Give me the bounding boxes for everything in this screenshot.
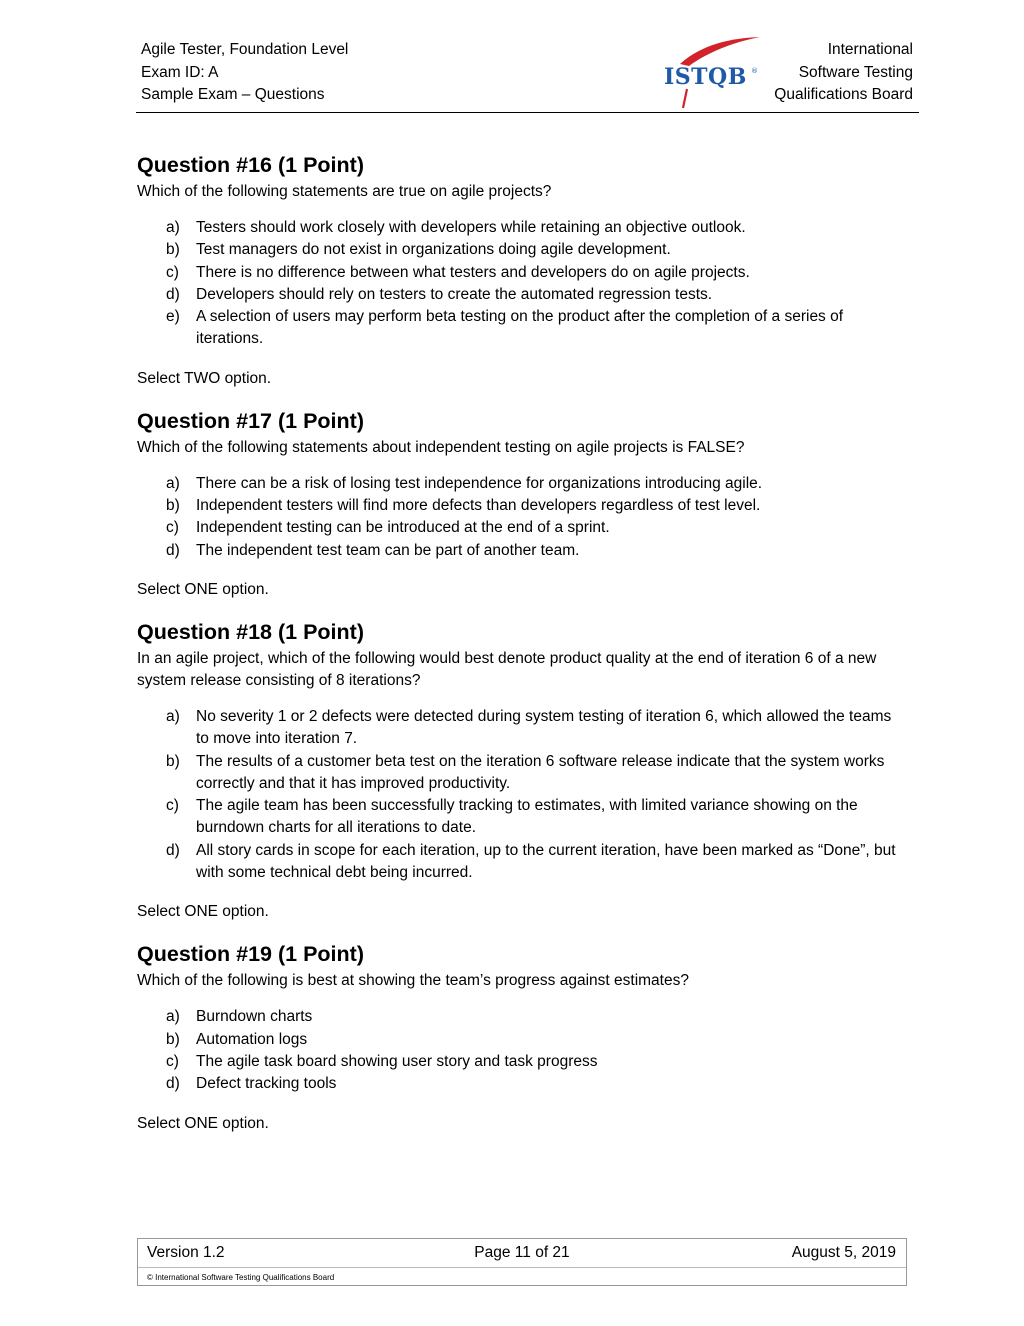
footer-copyright: © International Software Testing Qualifications Board	[147, 1273, 335, 1282]
option-list	[137, 217, 907, 351]
option-c	[137, 262, 907, 284]
header-right-line: Software Testing	[798, 63, 913, 81]
page-header	[0, 0, 1024, 115]
option-text: There is no difference between what testers and developers do on agile projects.	[196, 263, 750, 281]
option-letter: b)	[166, 1030, 180, 1048]
option-text: Test managers do not exist in organizations doing agile development.	[196, 241, 671, 259]
header-right-line: Qualifications Board	[774, 86, 913, 103]
footer-divider	[138, 1267, 906, 1268]
option-letter: c)	[166, 519, 179, 537]
option-text: Defect tracking tools	[196, 1075, 337, 1093]
question-16	[137, 151, 907, 390]
page-footer	[137, 1238, 907, 1286]
option-text: There can be a risk of losing test independence for organizations introducing agile.	[196, 474, 763, 492]
option-text: Independent testing can be introduced at the end of a sprint.	[196, 519, 610, 537]
option-a	[137, 217, 907, 239]
option-text: Burndown charts	[196, 1008, 313, 1026]
option-text: A selection of users may perform beta testing on the product after the completion of a series of iterations.	[196, 308, 844, 348]
option-e	[137, 306, 907, 351]
logo-red-stroke	[683, 89, 687, 108]
question-title: Question #19 (1 Point)	[137, 942, 364, 967]
option-letter: e)	[166, 308, 180, 326]
option-text: The independent test team can be part of another team.	[196, 541, 580, 559]
option-b	[137, 751, 907, 796]
option-text: Testers should work closely with developers while retaining an objective outlook.	[196, 219, 746, 236]
option-c	[137, 1051, 907, 1073]
option-letter: d)	[166, 1075, 180, 1093]
header-left-line: Exam ID: A	[141, 63, 219, 81]
option-text: Developers should rely on testers to create the automated regression tests.	[196, 285, 713, 303]
option-letter: a)	[166, 707, 180, 725]
exam-content	[137, 151, 907, 1135]
logo-trademark: ®	[751, 67, 758, 75]
option-d	[137, 284, 907, 306]
option-a	[137, 473, 907, 495]
question-18	[137, 618, 907, 923]
option-text: Automation logs	[196, 1030, 308, 1048]
option-a	[137, 706, 907, 751]
question-stem: Which of the following is best at showing the team’s progress against estimates?	[137, 972, 689, 990]
question-17	[137, 407, 907, 601]
option-b	[137, 239, 907, 261]
option-letter: c)	[166, 263, 179, 281]
select-instruction: Select ONE option.	[137, 1114, 269, 1132]
header-right-block	[774, 39, 913, 107]
option-letter: a)	[166, 219, 180, 236]
option-b	[137, 495, 907, 517]
footer-version: Version 1.2	[147, 1244, 225, 1261]
option-letter: a)	[166, 474, 180, 492]
question-title: Question #16 (1 Point)	[137, 153, 364, 177]
select-instruction: Select ONE option.	[137, 580, 269, 598]
option-letter: c)	[166, 797, 179, 815]
option-letter: d)	[166, 541, 180, 559]
option-letter: d)	[166, 285, 180, 303]
option-text: Independent testers will find more defects than developers regardless of test level.	[196, 497, 761, 515]
option-a	[137, 1006, 907, 1028]
question-19	[137, 940, 907, 1134]
question-title: Question #18 (1 Point)	[137, 619, 364, 644]
istqb-logo	[662, 34, 762, 110]
option-letter: b)	[166, 752, 180, 770]
question-title: Question #17 (1 Point)	[137, 408, 364, 433]
option-text: The agile task board showing user story and task progress	[196, 1052, 598, 1070]
header-right-line: International	[827, 41, 913, 58]
question-stem: In an agile project, which of the following would best denote product quality at the end of iteration 6 of a new system release consisting of 8 iterations?	[137, 649, 877, 689]
question-stem: Which of the following statements are true on agile projects?	[137, 183, 552, 200]
select-instruction: Select TWO option.	[137, 369, 272, 387]
option-list	[137, 1006, 907, 1095]
select-instruction: Select ONE option.	[137, 903, 269, 921]
option-letter: c)	[166, 1052, 179, 1070]
logo-red-swoosh	[680, 37, 760, 66]
option-letter: d)	[166, 841, 180, 859]
option-list	[137, 473, 907, 562]
header-left-line: Sample Exam – Questions	[141, 86, 325, 103]
option-d	[137, 1073, 907, 1095]
option-text: The agile team has been successfully tracking to estimates, with limited variance showing on the burndown charts for all iterations to date.	[196, 797, 858, 837]
option-list	[137, 706, 907, 884]
header-left-line: Agile Tester, Foundation Level	[141, 41, 349, 58]
option-letter: a)	[166, 1008, 180, 1026]
header-left-block	[141, 39, 348, 107]
option-letter: b)	[166, 497, 180, 515]
option-d	[137, 540, 907, 562]
footer-page-number: Page 11 of 21	[474, 1244, 570, 1261]
header-divider	[136, 112, 919, 113]
option-c	[137, 517, 907, 539]
question-stem: Which of the following statements about independent testing on agile projects is FALSE?	[137, 438, 745, 456]
option-letter: b)	[166, 241, 180, 259]
option-b	[137, 1029, 907, 1051]
option-text: No severity 1 or 2 defects were detected during system testing of iteration 6, which allowed the teams to move into iteration 7.	[196, 707, 892, 748]
logo-text: ISTQB	[664, 64, 747, 90]
option-c	[137, 795, 907, 840]
option-text: The results of a customer beta test on the iteration 6 software release indicate that the system works correctly and that it has improved productivity.	[196, 752, 885, 792]
option-text: All story cards in scope for each iteration, up to the current iteration, have been marked as “Done”, but with some technical debt being incurred.	[196, 841, 896, 882]
option-d	[137, 840, 907, 885]
footer-date: August 5, 2019	[791, 1244, 896, 1261]
